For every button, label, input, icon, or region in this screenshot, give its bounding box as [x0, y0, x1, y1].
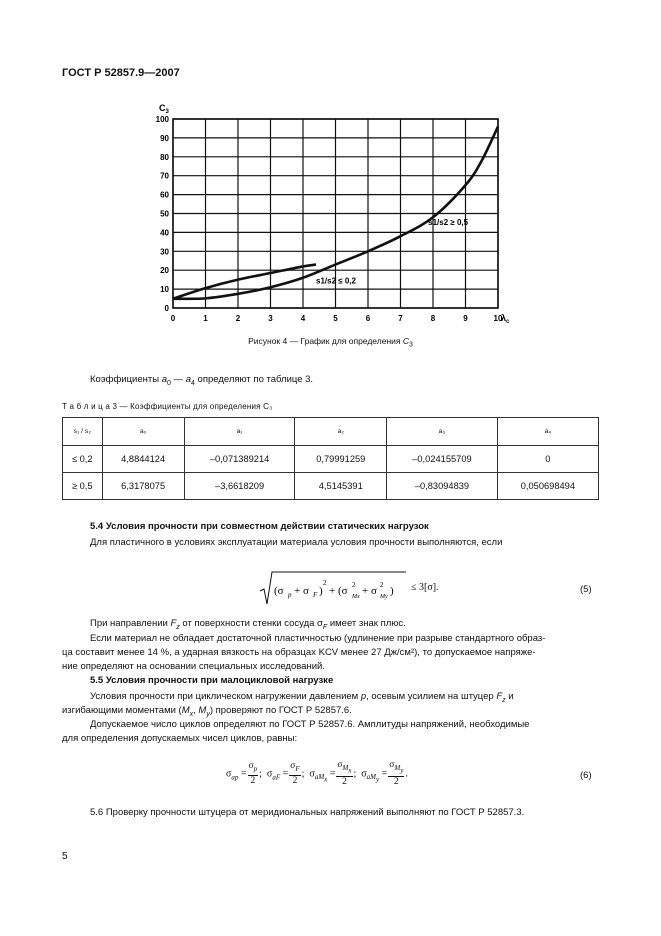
x-tick-label: 4	[300, 314, 306, 323]
annotation-s1-s2-le-0-2: s1/s2 ≤ 0,2	[316, 276, 356, 286]
section-5-5-heading: 5.5 Условия прочности при малоцикловой нагрузке	[90, 675, 334, 686]
svg-text:(σ: (σ	[274, 585, 284, 597]
table-header-cell: a₁	[184, 418, 295, 446]
table-header-cell: a₀	[102, 418, 184, 446]
x-axis-label: $\lambda_c$	[501, 313, 510, 325]
x-tick-label: 7	[398, 314, 403, 323]
table-cell: ≤ 0,2	[63, 446, 103, 473]
y-tick-label: 40	[160, 228, 169, 238]
figure-caption: Рисунок 4 — График для определения $C_3$	[248, 336, 413, 349]
y-tick-label: 0	[164, 304, 169, 313]
table-cell: 6,3178075	[102, 473, 184, 500]
table-cell: 0,79991259	[295, 446, 387, 473]
section-5-5-line1: Условия прочности при циклическом нагружении давлением p, осевым усилием на штуцер $F_z$ и	[90, 691, 514, 704]
svg-text:): )	[319, 585, 323, 597]
svg-text:p: p	[288, 591, 292, 599]
table-title: Т а б л и ц а 3 — Коэффициенты для определения C₃	[62, 402, 273, 411]
table-header-cell: s₁ / s₂	[63, 418, 103, 446]
section-5-4-note-line3: ние определяют на основании специальных исследований.	[62, 661, 325, 672]
svg-text:2: 2	[352, 581, 356, 589]
equation-number-5: (5)	[580, 584, 592, 595]
table-header-row	[63, 418, 599, 446]
section-5-4-heading: 5.4 Условия прочности при совместном действии статических нагрузок	[90, 521, 429, 532]
y-tick-label: 90	[160, 133, 169, 143]
section-5-5-line2: изгибающими моментами ($M_x$, $M_y$) проверяют по ГОСТ Р 52857.6.	[62, 705, 352, 718]
y-tick-label: 100	[155, 115, 169, 124]
table-header-cell: a₃	[387, 418, 498, 446]
c3-chart	[150, 97, 520, 329]
y-axis-label: $C_3$	[159, 103, 169, 115]
table-cell: –0,071389214	[184, 446, 295, 473]
section-5-6-text: 5.6 Проверку прочности штуцера от меридиональных напряжений выполняют по ГОСТ Р 52857.3.	[90, 807, 525, 818]
section-5-5-line3: Допускаемое число циклов определяют по ГОСТ Р 52857.6. Амплитуды напряжений, необходимые	[90, 719, 530, 730]
x-tick-label: 10	[493, 314, 503, 323]
x-tick-label: 3	[268, 314, 273, 323]
table-row	[63, 446, 599, 473]
table-header-cell: a₂	[295, 418, 387, 446]
svg-text:+ σ: + σ	[294, 585, 309, 597]
x-tick-label: 5	[333, 314, 338, 323]
svg-text:F: F	[313, 591, 318, 599]
table-cell: 0	[497, 446, 598, 473]
y-tick-label: 60	[160, 190, 169, 200]
svg-text:My: My	[380, 594, 388, 600]
x-tick-label: 8	[430, 314, 436, 323]
svg-text:2: 2	[323, 579, 327, 587]
section-5-4-sign-note: При направлении $F_z$ от поверхности стенки сосуда $\sigma_F$ имеет знак плюс.	[90, 618, 406, 631]
table-header-cell: a₄	[497, 418, 598, 446]
page-number: 5	[62, 851, 68, 862]
y-tick-label: 80	[160, 152, 169, 162]
table-cell: –3,6618209	[184, 473, 295, 500]
table-cell: 0,050698494	[497, 473, 598, 500]
y-tick-label: 50	[160, 209, 169, 219]
x-tick-label: 9	[463, 314, 468, 323]
section-5-4-note-line2: ца составит менее 14 %, а ударная вязкость на образцах KCV менее 27 Дж/см²), то допускаемое напряже-	[62, 647, 536, 658]
table-row	[63, 473, 599, 500]
annotation-s1-s2-ge-0-5: s1/s2 ≥ 0,5	[428, 217, 469, 227]
y-tick-label: 30	[160, 247, 169, 257]
x-tick-label: 0	[170, 314, 176, 323]
x-tick-label: 1	[203, 314, 208, 323]
y-tick-label: 70	[160, 171, 169, 181]
table-cell: –0,024155709	[387, 446, 498, 473]
formula-5: (σ p + σ F ) 2 + (σ 2 Mx + σ 2 My ) ≤ 3[σ].	[258, 570, 438, 604]
y-tick-label: 10	[160, 285, 169, 295]
formula-6: $\sigma_{ap}$ = $\frac{\sigma_p}{2}$ ; $\sigma_{aF}$ = $\frac{\sigma_F}{2}$ ; $\sigma_{aM_x}$ = $\frac{\sigma_{M_x}}{2}$ ; $\sigma_{aM_y}$ = $\frac{\sigma_{M_y}}{2}$ .	[226, 760, 408, 788]
x-tick-label: 2	[235, 314, 241, 323]
svg-text:+ σ: + σ	[362, 585, 377, 597]
svg-text:+ (σ: + (σ	[329, 585, 348, 597]
table-cell: 4,5145391	[295, 473, 387, 500]
equation-number-6: (6)	[580, 770, 592, 781]
y-tick-label: 20	[160, 266, 169, 276]
svg-text:Mx: Mx	[352, 594, 360, 600]
svg-text:2: 2	[380, 581, 384, 589]
document-header: ГОСТ Р 52857.9—2007	[62, 67, 180, 79]
coefficients-table	[62, 417, 599, 500]
section-5-4-text: Для пластичного в условиях эксплуатации материала условия прочности выполняются, если	[90, 537, 503, 548]
section-5-5-line4: для определения допускаемых чисел циклов, равны:	[62, 733, 298, 744]
table-cell: ≥ 0,5	[63, 473, 103, 500]
intro-text: Коэффициенты $a_0$ — $a_4$ определяют по таблице 3.	[90, 374, 314, 387]
table-cell: 4,8844124	[102, 446, 184, 473]
svg-text:): )	[390, 585, 394, 597]
x-tick-label: 6	[365, 314, 371, 323]
section-5-4-note-line1: Если материал не обладает достаточной пластичностью (удлинение при разрыве стандартного образ-	[90, 633, 546, 644]
table-cell: –0,83094839	[387, 473, 498, 500]
